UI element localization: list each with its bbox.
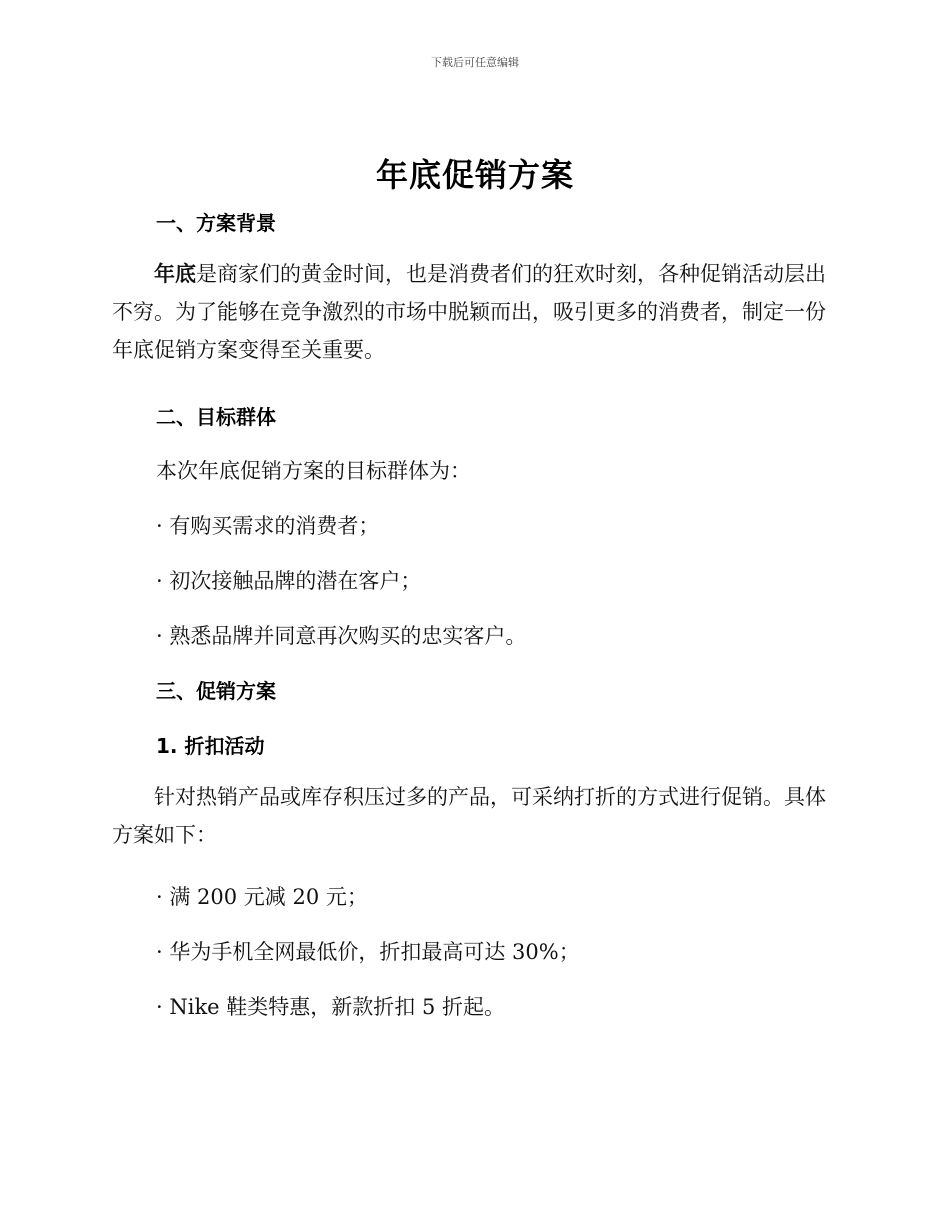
list-item: · 熟悉品牌并同意再次购买的忠实客户。 xyxy=(156,624,527,648)
background-lead-bold: 年底 xyxy=(154,262,196,286)
plan-paragraph: 针对热销产品或库存积压过多的产品，可采纳打折的方式进行促销。具体方案如下： xyxy=(112,785,826,847)
background-body: 是商家们的黄金时间，也是消费者们的狂欢时刻，各种促销活动层出不穷。为了能够在竞争激烈的市场中脱颖而出，吸引更多的消费者，制定一份年底促销方案变得至关重要。 xyxy=(112,262,826,362)
subheading-discount: 1. 折扣活动 xyxy=(156,734,265,758)
list-item: · 有购买需求的消费者； xyxy=(156,514,380,538)
section-heading-plan: 三、促销方案 xyxy=(156,679,276,703)
document-title: 年底促销方案 xyxy=(375,156,574,194)
list-item: · 满 200 元减 20 元； xyxy=(156,885,368,909)
section-heading-target: 二、目标群体 xyxy=(156,405,276,429)
background-paragraph xyxy=(112,255,832,369)
list-item: · Nike 鞋类特惠，新款折扣 5 折起。 xyxy=(156,995,505,1019)
header-note: 下载后可任意编辑 xyxy=(431,56,519,69)
list-item: · 华为手机全网最低价，折扣最高可达 30%； xyxy=(156,940,580,964)
section-heading-background: 一、方案背景 xyxy=(156,211,276,235)
target-intro: 本次年底促销方案的目标群体为： xyxy=(156,459,471,483)
list-item: · 初次接触品牌的潜在客户； xyxy=(156,569,422,593)
